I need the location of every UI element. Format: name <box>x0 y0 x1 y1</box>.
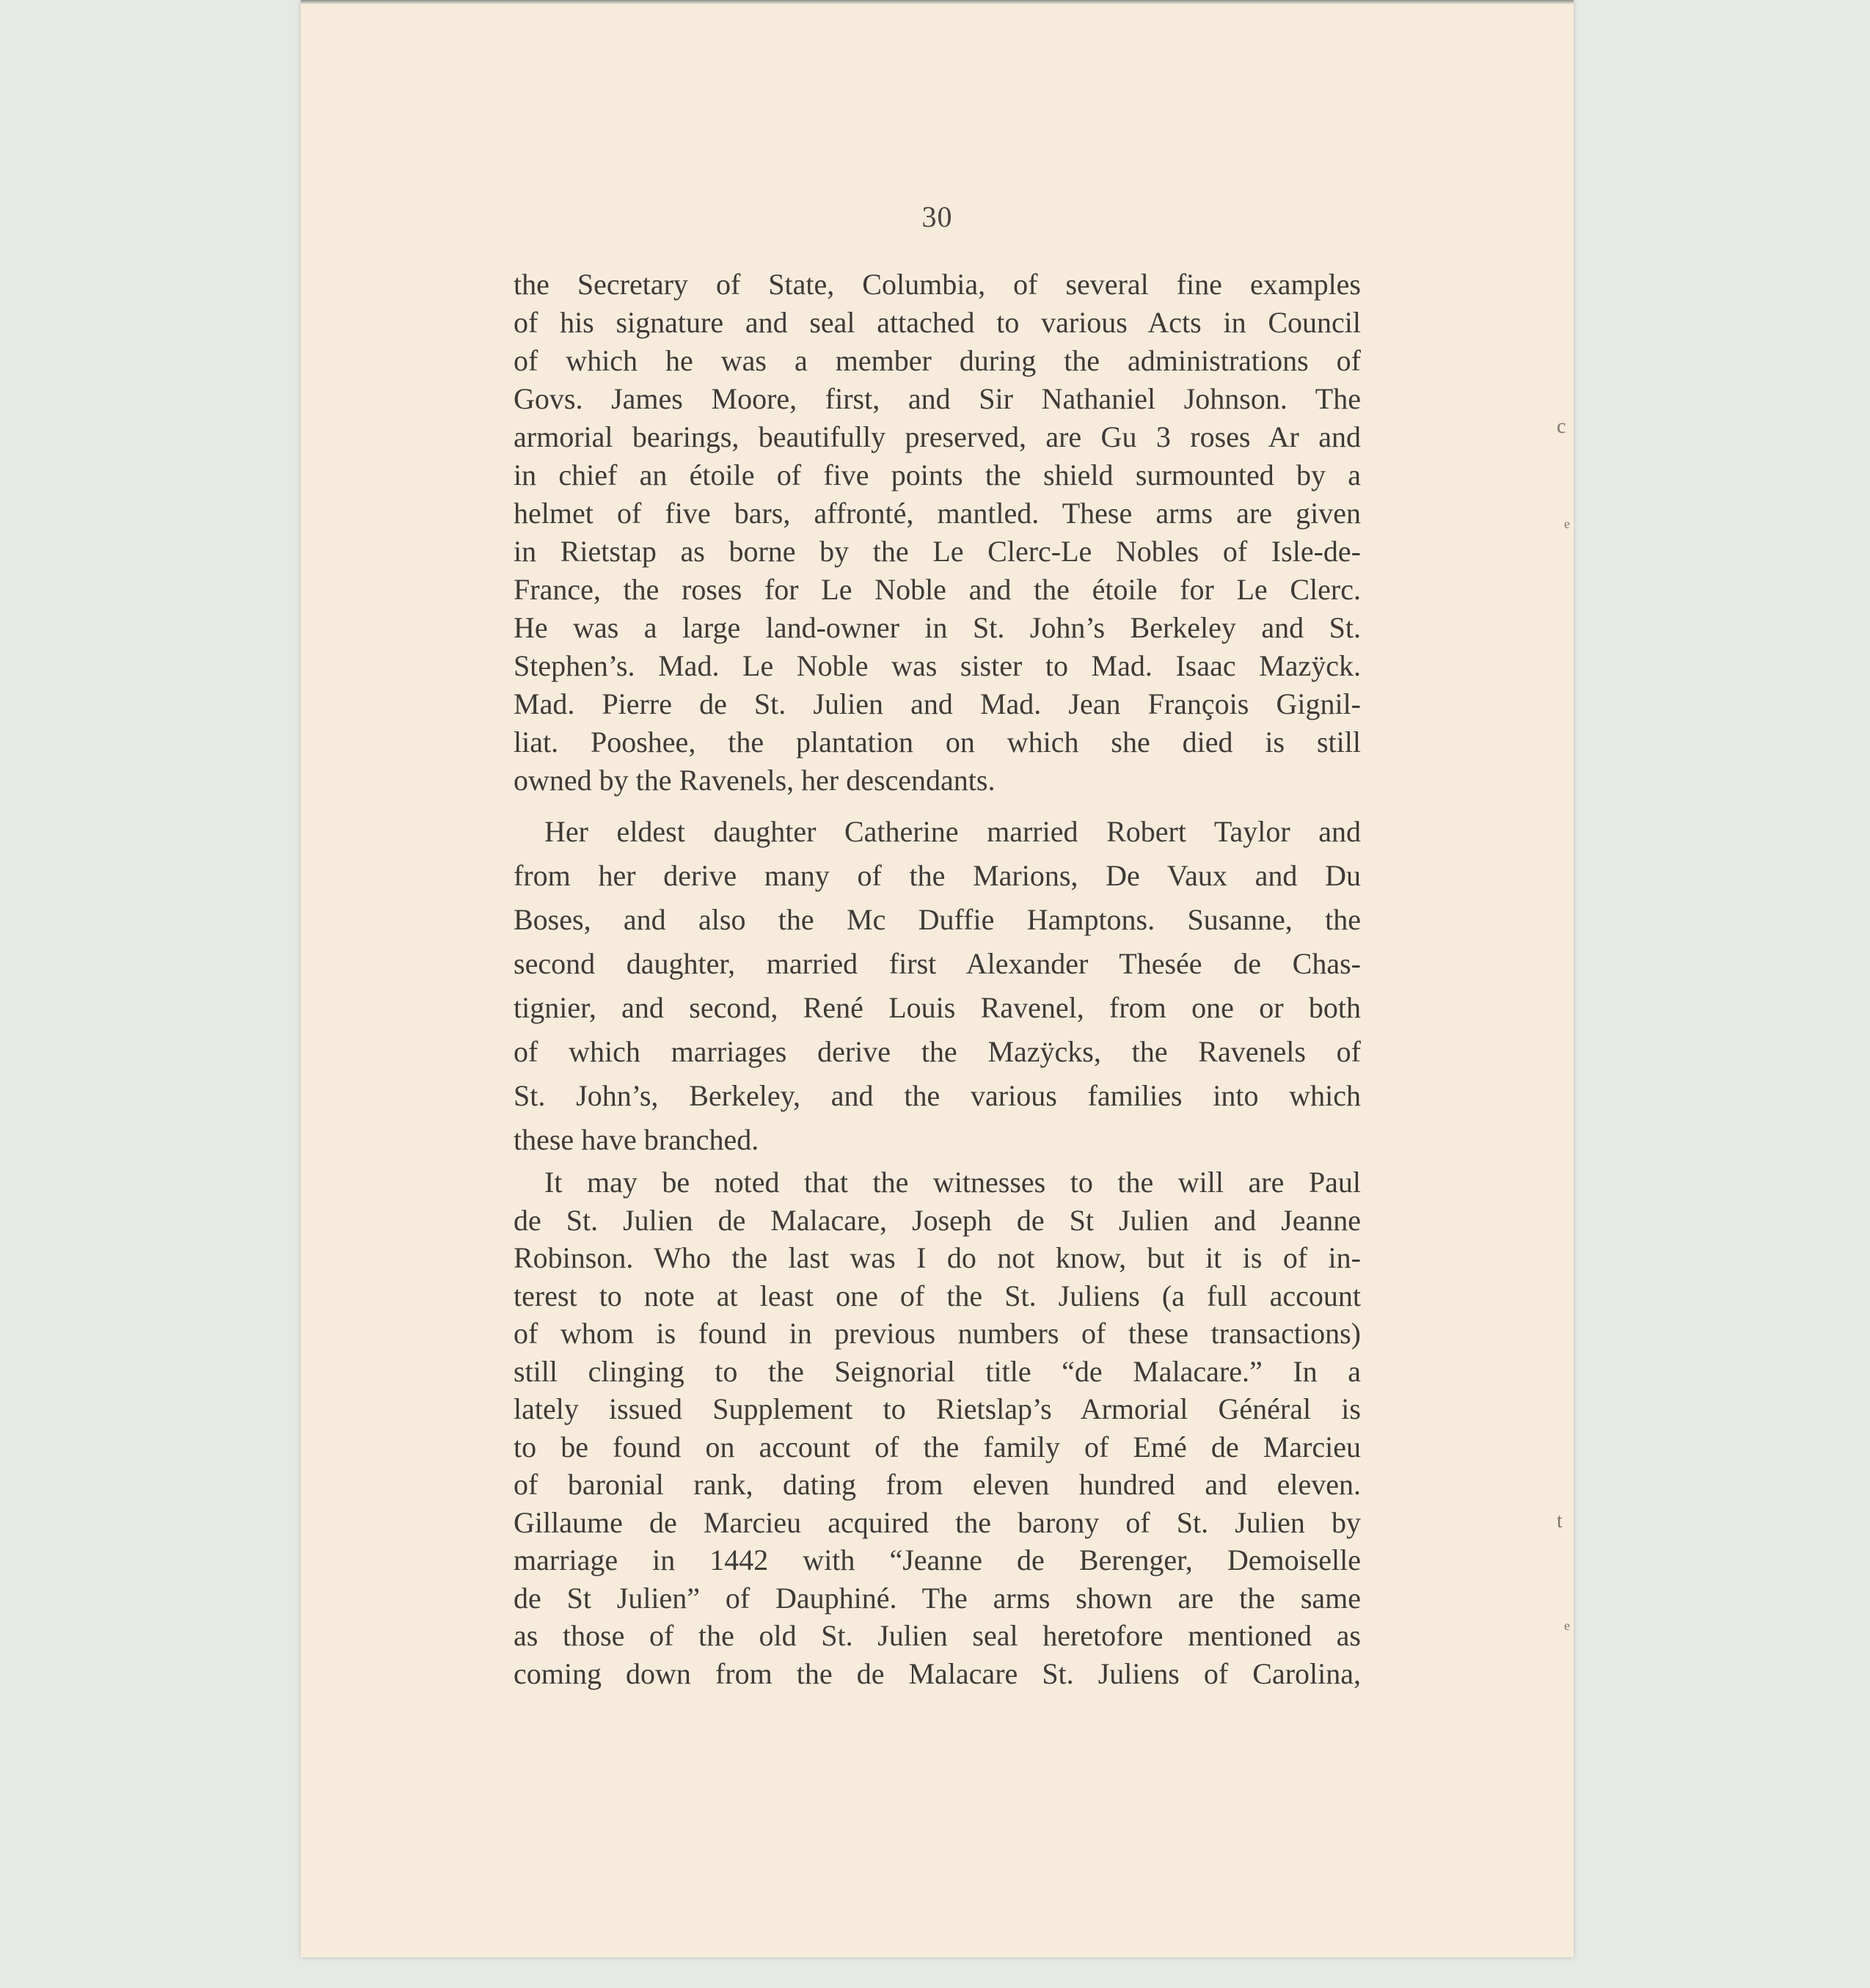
margin-speck: e <box>1564 516 1570 531</box>
text-line: Her eldest daughter Catherine married Robert Taylor and <box>544 815 1361 848</box>
text-line: as those of the old St. Julien seal heretofore mentioned as <box>514 1619 1361 1652</box>
text-line: Mad. Pierre de St. Julien and Mad. Jean François Gignil- <box>514 687 1361 720</box>
text-line: terest to note at least one of the St. Juliens (a full account <box>514 1279 1361 1312</box>
text-line: in chief an étoile of five points the shield surmounted by a <box>514 458 1361 491</box>
text-line: helmet of five bars, affronté, mantled. These arms are given <box>514 497 1361 530</box>
text-line: of whom is found in previous numbers of these transactions) <box>514 1317 1361 1350</box>
body-text <box>514 266 1361 1692</box>
text-line: St. John’s, Berkeley, and the various families into which <box>514 1079 1361 1112</box>
text-line: armorial bearings, beautifully preserved, are Gu 3 roses Ar and <box>514 420 1361 453</box>
margin-speck: t <box>1557 1510 1563 1532</box>
text-line: lately issued Supplement to Rietslap’s Armorial Général is <box>514 1392 1361 1425</box>
text-line: owned by the Ravenels, her descendants. <box>514 764 996 797</box>
text-line: de St Julien” of Dauphiné. The arms shown are the same <box>514 1581 1361 1615</box>
text-line: still clinging to the Seignorial title “de Malacare.” In a <box>514 1354 1361 1388</box>
text-line: He was a large land-owner in St. John’s Berkeley and St. <box>514 611 1361 644</box>
paragraph-1 <box>514 266 1361 800</box>
paragraph-3 <box>514 1163 1361 1692</box>
text-line: in Rietstap as borne by the Le Clerc-Le Nobles of Isle-de- <box>514 535 1361 568</box>
text-line: Robinson. Who the last was I do not know, but it is of in- <box>514 1241 1361 1274</box>
margin-speck: c <box>1557 415 1566 438</box>
text-line: Boses, and also the Mc Duffie Hamptons. Susanne, the <box>514 903 1361 936</box>
text-line: of his signature and seal attached to various Acts in Council <box>514 306 1361 339</box>
text-line: second daughter, married first Alexander Thesée de Chas- <box>514 947 1361 980</box>
paragraph-2 <box>514 810 1361 1162</box>
page-edge <box>301 0 1574 4</box>
text-line: of baronial rank, dating from eleven hundred and eleven. <box>514 1468 1361 1501</box>
text-line: Govs. James Moore, first, and Sir Nathaniel Johnson. The <box>514 382 1361 415</box>
text-line: the Secretary of State, Columbia, of several fine examples <box>514 268 1361 301</box>
margin-speck: e <box>1564 1618 1570 1633</box>
text-line: liat. Pooshee, the plantation on which she died is still <box>514 726 1361 759</box>
text-line: to be found on account of the family of Emé de Marcieu <box>514 1430 1361 1463</box>
text-line: of which he was a member during the administrations of <box>514 344 1361 377</box>
text-line: of which marriages derive the Mazÿcks, the Ravenels of <box>514 1035 1361 1068</box>
text-line: Gillaume de Marcieu acquired the barony of St. Julien by <box>514 1505 1361 1539</box>
text-line: from her derive many of the Marions, De Vaux and Du <box>514 859 1361 892</box>
page-number: 30 <box>921 200 953 233</box>
book-page <box>301 0 1574 1957</box>
text-line: these have branched. <box>514 1123 759 1156</box>
text-line: It may be noted that the witnesses to the will are Paul <box>544 1166 1361 1199</box>
text-line: France, the roses for Le Noble and the étoile for Le Clerc. <box>514 573 1361 606</box>
text-line: de St. Julien de Malacare, Joseph de St Julien and Jeanne <box>514 1203 1361 1237</box>
text-line: coming down from the de Malacare St. Juliens of Carolina, <box>514 1656 1361 1690</box>
text-line: tignier, and second, René Louis Ravenel, from one or both <box>514 991 1361 1024</box>
text-line: marriage in 1442 with “Jeanne de Berenger, Demoiselle <box>514 1543 1361 1576</box>
text-line: Stephen’s. Mad. Le Noble was sister to Mad. Isaac Mazÿck. <box>514 649 1361 682</box>
